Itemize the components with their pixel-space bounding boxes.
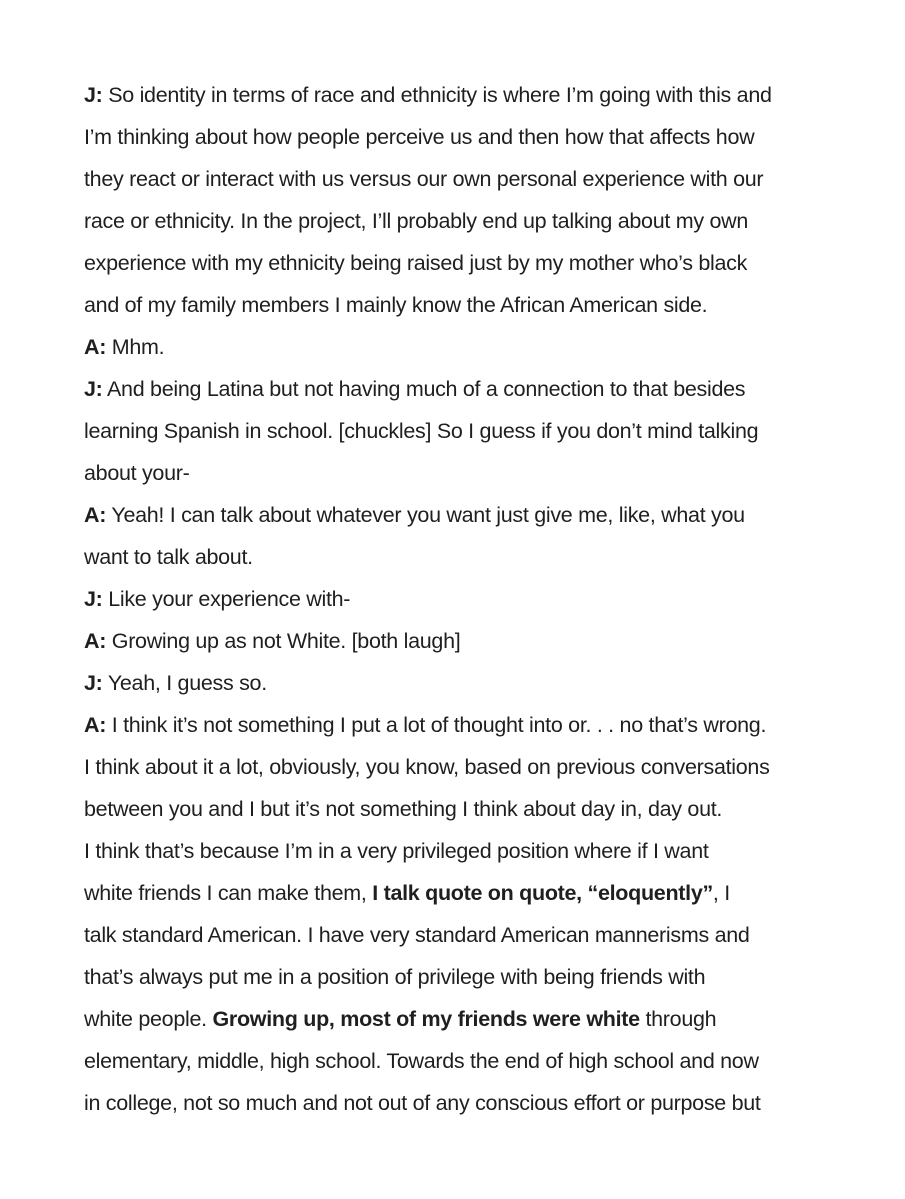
line-text: And being Latina but not having much of a connection to that besides bbox=[102, 377, 746, 401]
line-text: that’s always put me in a position of privilege with being friends with bbox=[84, 965, 706, 989]
transcript-line bbox=[84, 1082, 824, 1124]
line-text: Mhm. bbox=[106, 335, 165, 359]
line-text: Growing up as not White. [both laugh] bbox=[106, 629, 461, 653]
line-text: talk standard American. I have very standard American mannerisms and bbox=[84, 923, 750, 947]
line-text: race or ethnicity. In the project, I’ll probably end up talking about my own bbox=[84, 209, 748, 233]
speaker-label: A: bbox=[84, 503, 107, 527]
transcript-line bbox=[84, 578, 824, 620]
transcript-line bbox=[84, 662, 824, 704]
line-text: I’m thinking about how people perceive us and then how that affects how bbox=[84, 125, 755, 149]
transcript-line bbox=[84, 494, 824, 536]
speaker-label: J: bbox=[84, 377, 103, 401]
transcript-line bbox=[84, 74, 824, 116]
transcript-line bbox=[84, 704, 824, 746]
transcript-line bbox=[84, 536, 824, 578]
transcript-line bbox=[84, 116, 824, 158]
transcript-line bbox=[84, 620, 824, 662]
line-text: I think it’s not something I put a lot of thought into or. . . no that’s wrong. bbox=[106, 713, 767, 737]
line-text: elementary, middle, high school. Towards the end of high school and now bbox=[84, 1049, 759, 1073]
line-text: white people. bbox=[84, 1007, 213, 1031]
transcript-line bbox=[84, 746, 824, 788]
transcript-line bbox=[84, 956, 824, 998]
transcript-line bbox=[84, 284, 824, 326]
line-text: I think about it a lot, obviously, you know, based on previous conversations bbox=[84, 755, 770, 779]
transcript-line bbox=[84, 410, 824, 452]
line-text: about your- bbox=[84, 461, 190, 485]
transcript-line bbox=[84, 1040, 824, 1082]
emphasis-text: Growing up, most of my friends were white bbox=[212, 1007, 640, 1031]
line-text: experience with my ethnicity being raised just by my mother who’s black bbox=[84, 251, 748, 275]
transcript-line bbox=[84, 914, 824, 956]
transcript-line bbox=[84, 368, 824, 410]
transcript-line bbox=[84, 200, 824, 242]
emphasis-text: I talk quote on quote, “eloquently” bbox=[372, 881, 713, 905]
speaker-label: A: bbox=[84, 713, 107, 737]
transcript-line bbox=[84, 326, 824, 368]
speaker-label: J: bbox=[84, 83, 103, 107]
transcript-line bbox=[84, 788, 824, 830]
line-text: Yeah, I guess so. bbox=[102, 671, 267, 695]
line-text: Like your experience with- bbox=[102, 587, 351, 611]
line-text: in college, not so much and not out of any conscious effort or purpose but bbox=[84, 1091, 761, 1115]
line-text: Yeah! I can talk about whatever you want just give me, like, what you bbox=[106, 503, 745, 527]
speaker-label: J: bbox=[84, 671, 103, 695]
transcript-line bbox=[84, 452, 824, 494]
speaker-label: A: bbox=[84, 629, 107, 653]
line-text: learning Spanish in school. [chuckles] So I guess if you don’t mind talking bbox=[84, 419, 759, 443]
line-text-after: , I bbox=[712, 881, 730, 905]
speaker-label: A: bbox=[84, 335, 107, 359]
transcript-line bbox=[84, 830, 824, 872]
line-text: between you and I but it’s not something I think about day in, day out. bbox=[84, 797, 723, 821]
line-text: they react or interact with us versus our own personal experience with our bbox=[84, 167, 764, 191]
line-text: I think that’s because I’m in a very privileged position where if I want bbox=[84, 839, 709, 863]
line-text: white friends I can make them, bbox=[84, 881, 373, 905]
line-text: and of my family members I mainly know the African American side. bbox=[84, 293, 708, 317]
line-text: want to talk about. bbox=[84, 545, 253, 569]
speaker-label: J: bbox=[84, 587, 103, 611]
transcript-line bbox=[84, 872, 824, 914]
transcript-page bbox=[84, 74, 824, 1124]
line-text-after: through bbox=[639, 1007, 717, 1031]
line-text: So identity in terms of race and ethnicity is where I’m going with this and bbox=[102, 83, 772, 107]
transcript-line bbox=[84, 242, 824, 284]
transcript-line bbox=[84, 998, 824, 1040]
transcript-line bbox=[84, 158, 824, 200]
